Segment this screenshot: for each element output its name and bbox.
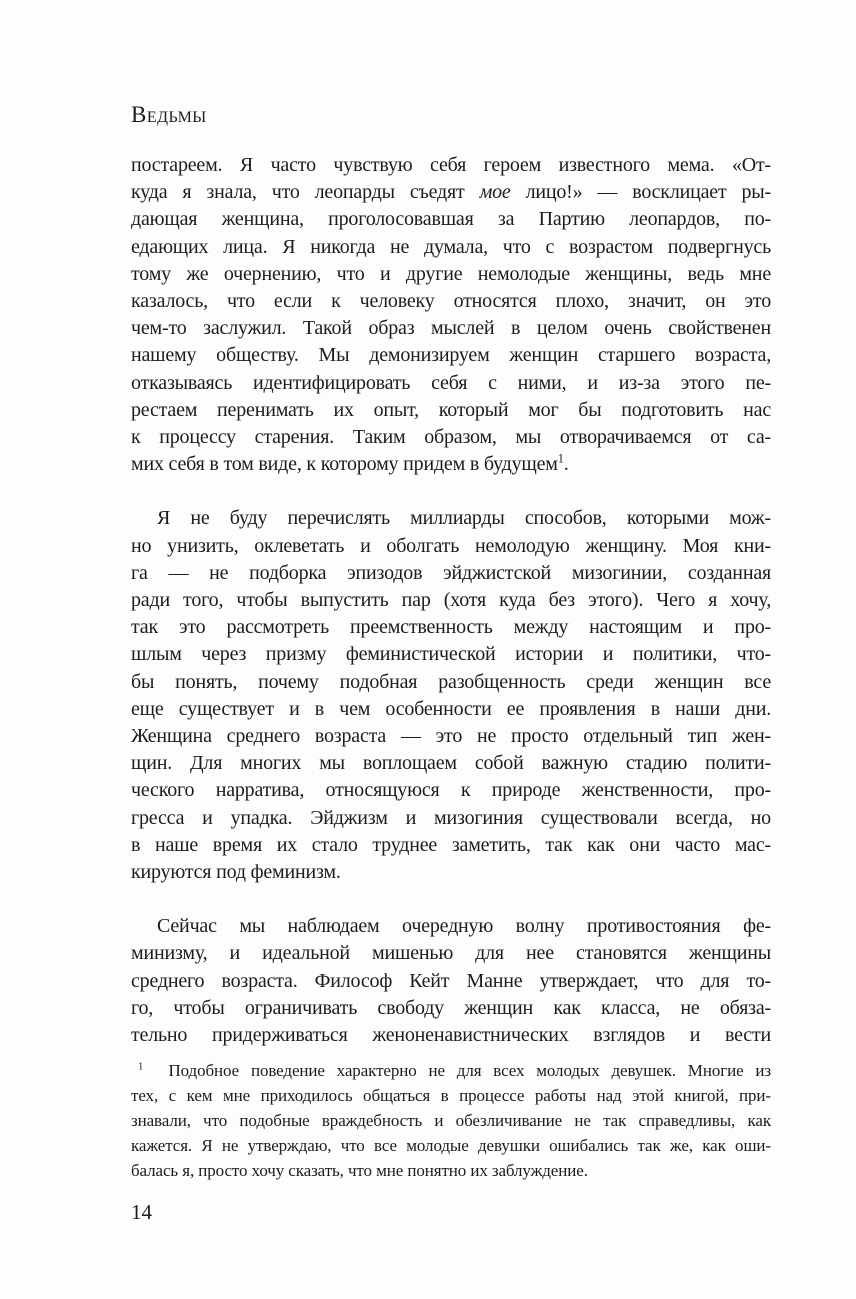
text-line: к процессу старения. Таким образом, мы отворачиваемся от са- [131,426,771,449]
text-line: в наше время их стало труднее заметить, так как они часто мас- [131,833,771,856]
text-line: кажется. Я не утверждаю, что все молодые девушки ошибались так же, как оши- [131,1136,771,1156]
text-line: кируются под феминизм. [131,861,341,884]
text-line: отказываясь идентифицировать себя с ними, и из-за этого пе- [131,371,771,394]
text-line: мих себя в том виде, к которому придем в будущем$^1$. [131,451,569,476]
page-number: 14 [131,1200,152,1225]
text-line: го, чтобы ограничивать свободу женщин как класса, не обяза- [131,996,771,1019]
paragraph [131,913,771,1049]
text-line: балась я, просто хочу сказать, что мне понятно их заблуждение. [131,1161,588,1181]
text-line: тельно придерживаться женоненавистнических взглядов и вести [131,1024,771,1047]
text-line: так это рассмотреть преемственность между настоящим и про- [131,616,771,639]
text-line: куда я знала, что леопарды съедят мое лицо!» — восклицает ры- [131,181,771,204]
text-line: еще существует и в чем особенности ее проявления в наши дни. [131,697,771,720]
text-line: бы понять, почему подобная разобщенность среди женщин все [131,670,771,693]
running-head: Ведьмы [131,102,207,127]
paragraph [131,1058,771,1183]
text-line: Я не буду перечислять миллиарды способов, которыми мож- [157,507,771,530]
footnote [131,1058,771,1183]
text-line: среднего возраста. Философ Кейт Манне утверждает, что для то- [131,969,771,992]
text-line: шлым через призму феминистической истории и политики, что- [131,643,771,666]
text-line: рестаем перенимать их опыт, который мог бы подготовить нас [131,398,771,421]
text-line: тех, с кем мне приходилось общаться в процессе работы над этой книгой, при- [131,1086,771,1106]
text-line: $^1$ Подобное поведение характерно не для всех молодых девушек. Многие из [138,1061,771,1081]
text-line: Сейчас мы наблюдаем очередную волну противостояния фе- [157,915,771,938]
text-line: дающая женщина, проголосовавшая за Партию леопардов, по- [131,208,771,231]
text-line: га — не подборка эпизодов эйджистской мизогинии, созданная [131,561,771,584]
page-content [131,0,771,1226]
text-line: знавали, что подобные враждебность и обезличивание не так справедливы, как [131,1111,771,1131]
text-line: нашему обществу. Мы демонизируем женщин старшего возраста, [131,344,771,367]
text-line: едающих лица. Я никогда не думала, что с возрастом подвергнусь [131,235,771,258]
text-line: постареем. Я часто чувствую себя героем известного мема. «От- [131,154,771,176]
paragraph [131,152,771,478]
paragraph [131,505,771,886]
text-line: щин. Для многих мы воплощаем собой важную стадию полити- [131,752,771,775]
text-line: чем-то заслужил. Такой образ мыслей в целом очень свойственен [131,317,771,340]
text-line: гресса и упадка. Эйджизм и мизогиния существовали всегда, но [131,806,771,829]
text-line: тому же очернению, что и другие немолодые женщины, ведь мне [131,262,771,285]
text-line: казалось, что если к человеку относятся плохо, значит, он это [131,290,771,313]
text-line: минизму, и идеальной мишенью для нее становятся женщины [131,942,771,965]
text-line: но унизить, оклеветать и оболгать немолодую женщину. Моя кни- [131,534,771,557]
text-line: ради того, чтобы выпустить пар (хотя куда без этого). Чего я хочу, [131,589,771,612]
body-text [131,152,771,1049]
text-line: Женщина среднего возраста — это не просто отдельный тип жен- [131,725,771,748]
text-line: ческого нарратива, относящуюся к природе женственности, про- [131,779,771,802]
